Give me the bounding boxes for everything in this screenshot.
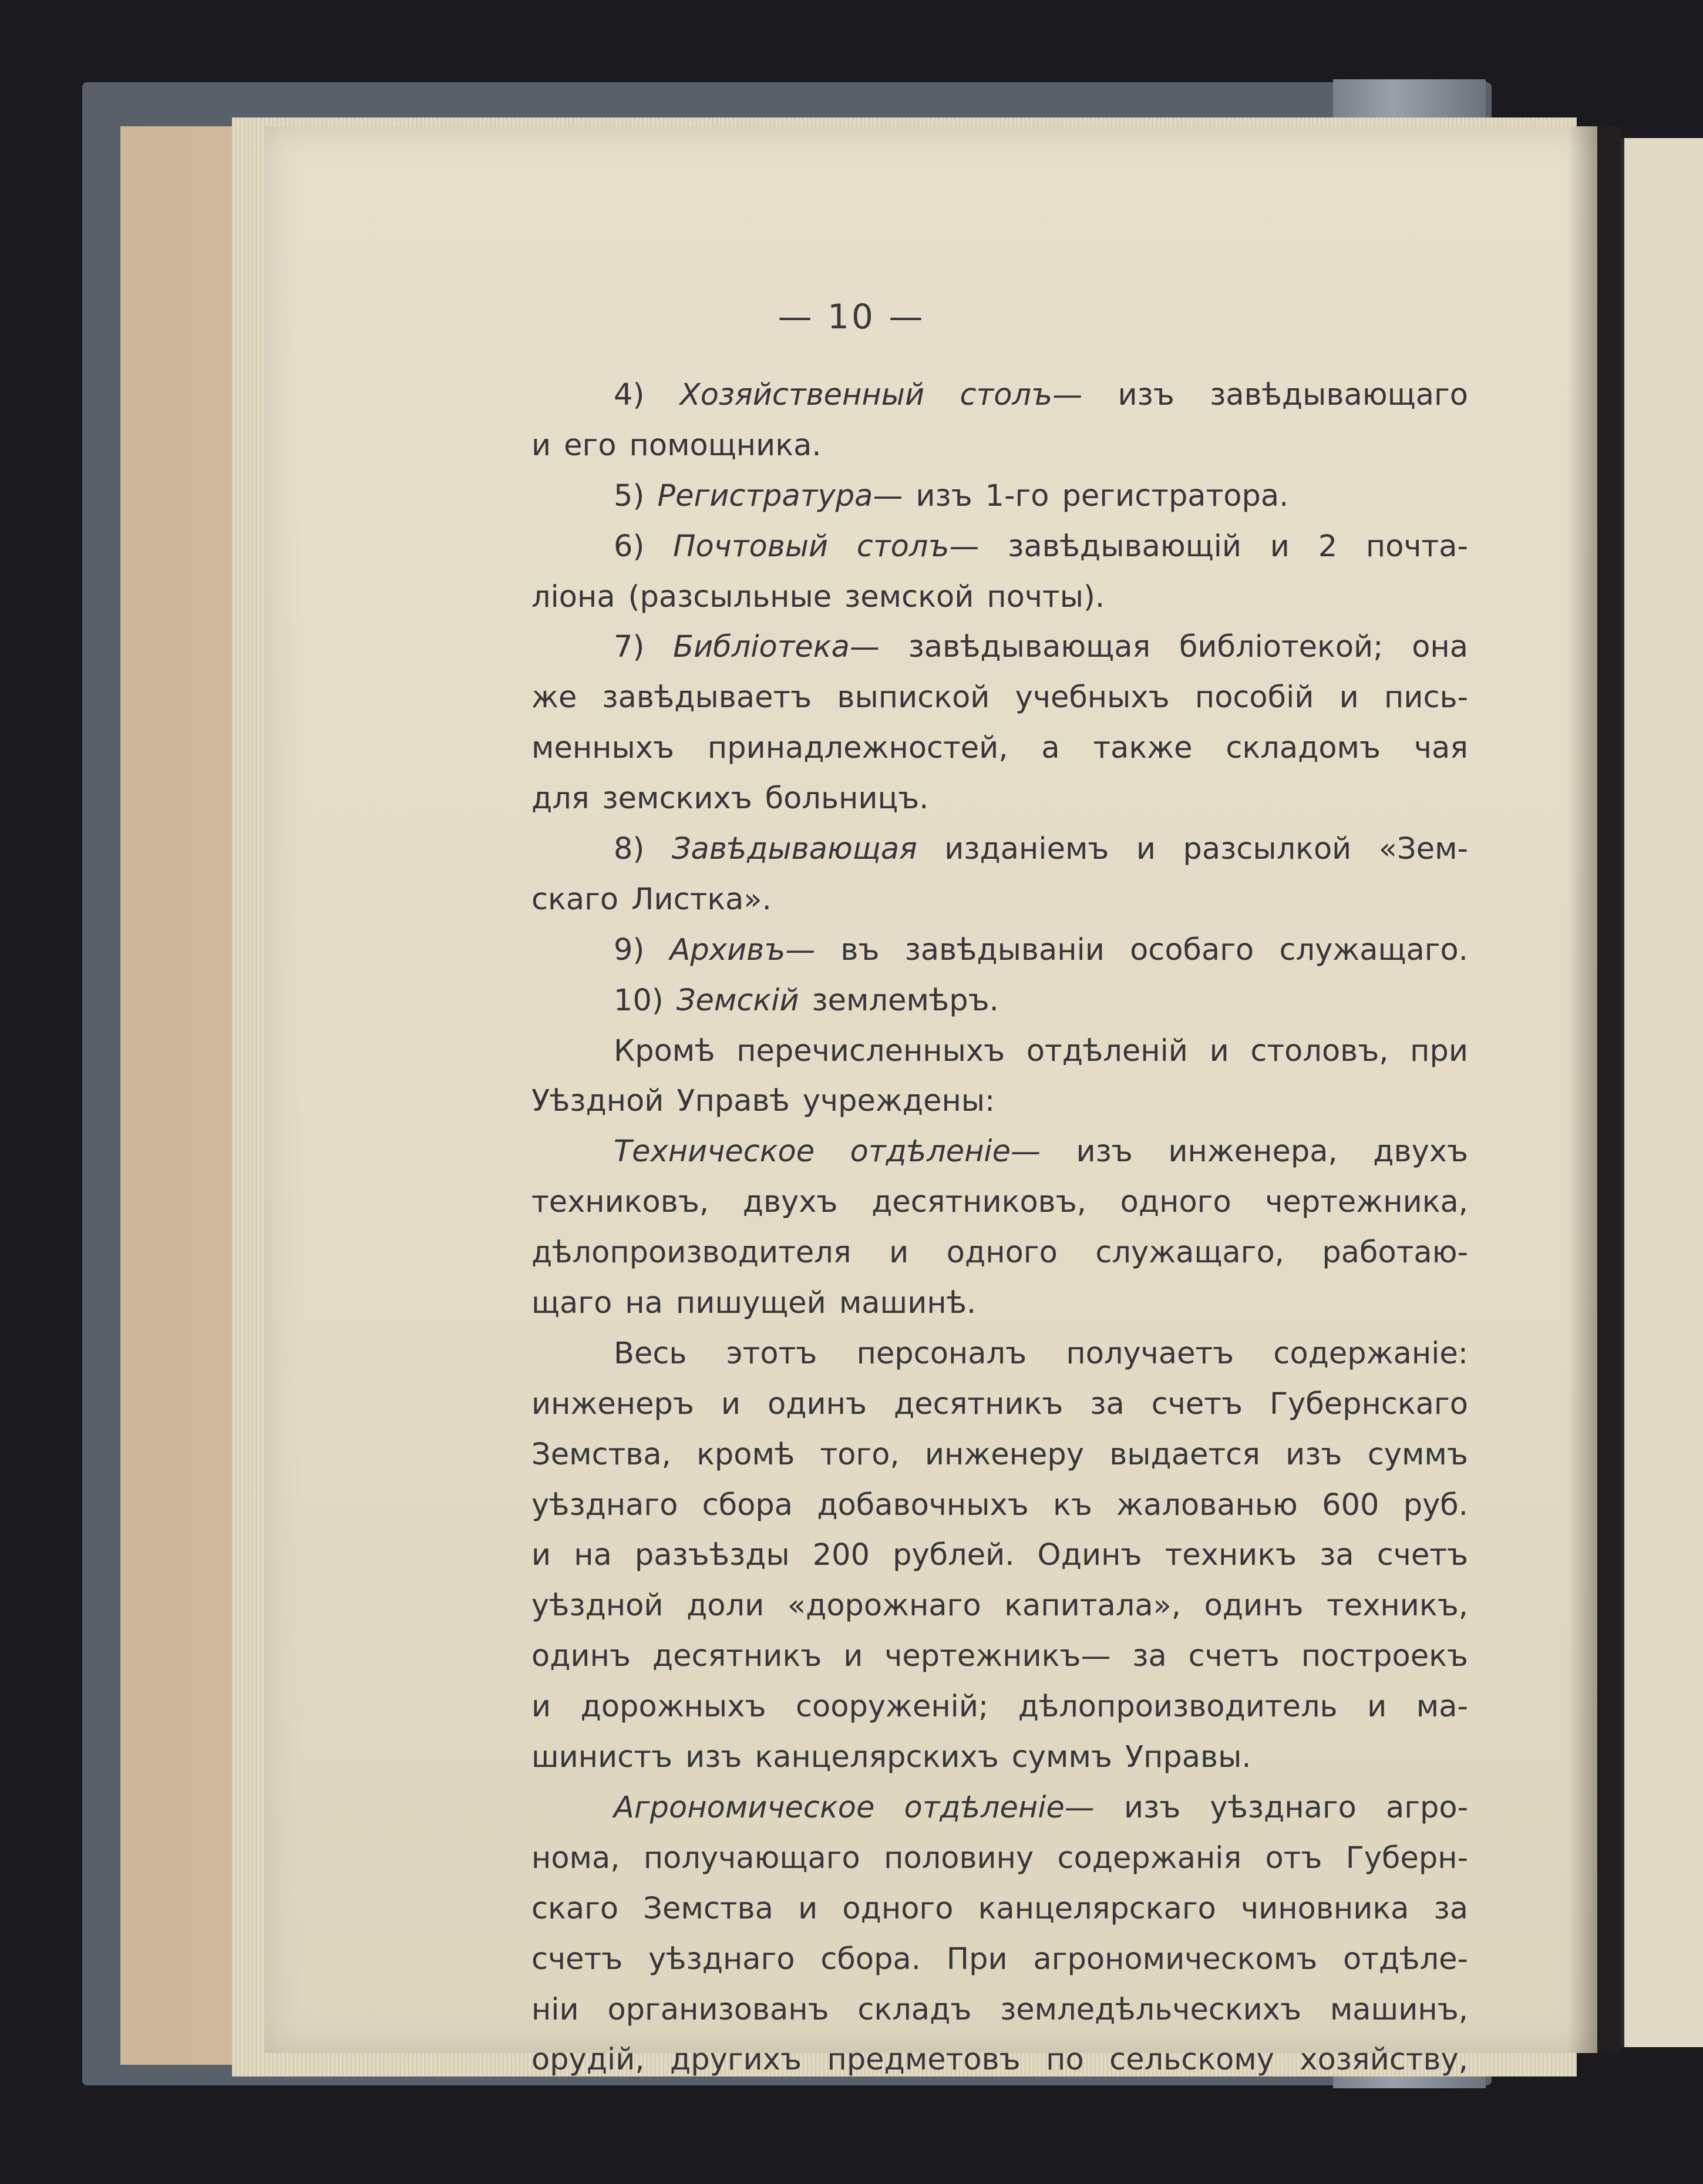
facing-page-edge <box>1621 138 1703 2047</box>
word: его <box>564 428 617 463</box>
word: получаетъ <box>1066 1336 1234 1371</box>
word: земледѣльческихъ <box>1000 1992 1302 2027</box>
text-line <box>531 1833 1468 1884</box>
word: орудій, <box>531 2042 645 2078</box>
word: за <box>1320 1538 1354 1573</box>
word: персоналъ <box>856 1336 1027 1371</box>
word: 4) <box>614 378 645 412</box>
italic-word: Библіотека— <box>673 630 880 665</box>
word: изъ <box>685 1740 742 1775</box>
word: и <box>843 1639 863 1674</box>
word: 2 <box>1318 529 1338 564</box>
word: почты). <box>987 579 1105 614</box>
word: и <box>531 428 551 463</box>
word: завѣдываетъ <box>602 680 812 715</box>
word: Весь <box>614 1336 687 1371</box>
word: завѣдывающая <box>908 630 1151 665</box>
word: столовъ, <box>1250 1033 1389 1069</box>
italic-word: Почтовый <box>673 529 829 564</box>
word: Управѣ <box>677 1084 790 1119</box>
word: 6) <box>614 529 645 564</box>
word: техниковъ, <box>531 1185 709 1220</box>
text-line <box>531 1783 1468 1833</box>
word: земскихъ <box>602 781 752 817</box>
word: завѣдывающій <box>1008 529 1242 564</box>
word: 600 <box>1322 1487 1379 1523</box>
word: уѣзднаго <box>648 1941 795 1977</box>
text-line <box>531 976 1468 1026</box>
italic-word: столъ— <box>960 378 1083 412</box>
word: Уѣздной <box>531 1084 664 1119</box>
italic-word: Завѣдывающая <box>671 832 917 867</box>
word: суммъ <box>1367 1437 1468 1472</box>
word: на <box>574 1538 612 1573</box>
italic-word: Хозяйственный <box>679 378 925 412</box>
word: работаю- <box>1322 1235 1468 1271</box>
text-line <box>531 622 1468 673</box>
word: 8) <box>614 832 645 867</box>
italic-word: отдѣленіе— <box>904 1790 1095 1825</box>
word: землемѣръ. <box>812 983 999 1018</box>
word: щаго <box>531 1286 612 1321</box>
word: же <box>531 680 577 715</box>
word: одинъ <box>1204 1588 1304 1624</box>
word: за <box>1433 1891 1468 1926</box>
word: содержаніе: <box>1273 1336 1468 1371</box>
word: десятникъ <box>652 1639 822 1674</box>
text-line <box>531 1026 1468 1077</box>
word: машинъ, <box>1330 1992 1468 2027</box>
word: пишущей <box>675 1286 826 1321</box>
text-line <box>531 1076 1468 1127</box>
text-line <box>531 1682 1468 1732</box>
word: сельскому <box>1109 2042 1274 2078</box>
word: Управы. <box>1125 1740 1251 1775</box>
italic-word: столъ— <box>856 529 980 564</box>
text-line <box>531 1631 1468 1682</box>
word: складъ <box>857 1992 972 2027</box>
italic-word: Техническое <box>614 1134 815 1170</box>
word: за <box>1132 1639 1167 1674</box>
text-line <box>531 2035 1468 2085</box>
text-line <box>531 1884 1468 1934</box>
italic-word: Земскій <box>676 983 799 1018</box>
word: При <box>946 1941 1008 1977</box>
word: агро- <box>1385 1790 1468 1825</box>
word: нома, <box>531 1840 620 1876</box>
text-line <box>531 723 1468 774</box>
word: учебныхъ <box>1015 680 1170 715</box>
word: служащаго. <box>1279 932 1468 967</box>
word: и <box>1209 1033 1229 1069</box>
word: другихъ <box>670 2042 802 2078</box>
word: предметовъ <box>827 2042 1021 2078</box>
word: и <box>889 1235 909 1271</box>
word: при <box>1410 1033 1468 1069</box>
italic-word: Агрономическое <box>614 1790 875 1825</box>
word: она <box>1412 630 1468 665</box>
word: Земства <box>643 1891 773 1926</box>
word: одинъ <box>531 1639 631 1674</box>
word: регистратора. <box>1062 478 1289 513</box>
word: скаго <box>531 882 619 917</box>
text-line <box>531 1278 1468 1329</box>
word: скаго <box>531 1891 619 1926</box>
word: агрономическомъ <box>1033 1941 1318 1977</box>
word: суммъ <box>1011 1740 1112 1775</box>
word: отдѣле- <box>1343 1941 1468 1977</box>
italic-word: отдѣленіе— <box>850 1134 1041 1170</box>
word: служащаго, <box>1095 1235 1284 1271</box>
word: одинъ <box>768 1386 867 1422</box>
text-line <box>531 1530 1468 1581</box>
word: 5) <box>614 478 645 513</box>
word: доли <box>686 1588 765 1624</box>
word: жалованью <box>1116 1487 1298 1523</box>
word: больницъ. <box>765 781 929 817</box>
word: канцелярскихъ <box>755 1740 999 1775</box>
word: чертежника, <box>1265 1185 1468 1220</box>
word: завѣдываніи <box>904 932 1105 967</box>
word: инженеръ <box>531 1386 694 1422</box>
word: изъ <box>1118 378 1174 412</box>
word: менныхъ <box>531 731 675 766</box>
word: «Зем- <box>1378 832 1468 867</box>
word: перечисленныхъ <box>736 1033 1005 1069</box>
word: десятникъ <box>894 1386 1063 1422</box>
word: за <box>1090 1386 1125 1422</box>
word: 7) <box>614 630 645 665</box>
word: инженера, <box>1168 1134 1338 1170</box>
word: отдѣленій <box>1026 1033 1188 1069</box>
word: выдается <box>1109 1437 1260 1472</box>
word: 10) <box>614 983 664 1018</box>
word: и <box>1339 680 1359 715</box>
word: учреждены: <box>802 1084 995 1119</box>
word: изъ <box>916 478 972 513</box>
word: чая <box>1413 731 1468 766</box>
italic-word: Архивъ— <box>669 932 816 967</box>
word: для <box>531 781 590 817</box>
text-line <box>531 774 1468 824</box>
text-line <box>531 522 1468 572</box>
text-line <box>531 370 1468 421</box>
word: и <box>721 1386 741 1422</box>
word: сооруженій; <box>796 1689 989 1725</box>
word: Губернскаго <box>1270 1386 1468 1422</box>
word: Губерн- <box>1345 1840 1468 1876</box>
word: и <box>531 1538 551 1573</box>
word: по <box>1046 2042 1084 2078</box>
word: рублей. <box>893 1538 1015 1573</box>
word: помощника. <box>629 428 822 463</box>
word: на <box>625 1286 663 1321</box>
text-line <box>531 824 1468 875</box>
word: 1-го <box>985 478 1049 513</box>
word: добавочныхъ <box>817 1487 1029 1523</box>
text-line <box>531 1581 1468 1631</box>
text-line <box>531 925 1468 976</box>
page-number: — 10 — <box>778 297 925 337</box>
word: этотъ <box>726 1336 817 1371</box>
word: а <box>1041 731 1060 766</box>
text-line <box>531 1985 1468 2035</box>
word: Кромѣ <box>614 1033 715 1069</box>
text-line <box>531 421 1468 471</box>
word: уѣзднаго <box>1210 1790 1357 1825</box>
word: построекъ <box>1301 1639 1468 1674</box>
page-text <box>531 370 1468 2085</box>
word: и <box>1367 1689 1387 1725</box>
word: изъ <box>1123 1790 1181 1825</box>
text-line <box>531 875 1468 925</box>
word: инженеру <box>924 1437 1084 1472</box>
word: завѣдывающаго <box>1210 378 1468 412</box>
italic-word: Регистратура— <box>657 478 903 513</box>
word: выпиской <box>837 680 990 715</box>
word: отъ <box>1265 1840 1322 1876</box>
word: счетъ <box>1376 1538 1468 1573</box>
word: ліона <box>531 579 615 614</box>
word: складомъ <box>1226 731 1381 766</box>
word: земской <box>844 579 974 614</box>
text-line <box>531 1177 1468 1228</box>
text-line <box>531 1228 1468 1278</box>
word: одного <box>842 1891 954 1926</box>
word: счетъ <box>1151 1386 1243 1422</box>
text-line <box>531 1480 1468 1531</box>
word: машинѣ. <box>839 1286 977 1321</box>
word: «дорожнаго <box>787 1588 981 1624</box>
word: половину <box>884 1840 1034 1876</box>
text-line <box>531 1127 1468 1177</box>
word: счетъ <box>531 1941 623 1977</box>
word: и <box>1270 529 1290 564</box>
word: получающаго <box>643 1840 860 1876</box>
text-line <box>531 1379 1468 1430</box>
word: Листка». <box>631 882 772 917</box>
word: содержанія <box>1057 1840 1242 1876</box>
word: (разсыльные <box>628 579 832 614</box>
gutter-shadow <box>1568 126 1621 2053</box>
word: Земства, <box>531 1437 671 1472</box>
text-line <box>531 471 1468 522</box>
word: изъ <box>1285 1437 1342 1472</box>
word: Одинъ <box>1037 1538 1142 1573</box>
word: ніи <box>531 1992 579 2027</box>
word: въ <box>840 932 880 967</box>
word: канцелярскаго <box>978 1891 1216 1926</box>
word: техникъ <box>1164 1538 1297 1573</box>
word: того, <box>820 1437 900 1472</box>
word: кромѣ <box>696 1437 795 1472</box>
word: къ <box>1053 1487 1092 1523</box>
word: 200 <box>812 1538 870 1573</box>
word: и <box>531 1689 551 1725</box>
word: сбора. <box>820 1941 921 1977</box>
word: одного <box>946 1235 1058 1271</box>
word: и <box>798 1891 818 1926</box>
word: разсылкой <box>1183 832 1352 867</box>
text-line <box>531 1430 1468 1480</box>
word: двухъ <box>742 1185 838 1220</box>
word: десятниковъ, <box>871 1185 1086 1220</box>
text-line <box>531 673 1468 723</box>
text-line <box>531 1329 1468 1379</box>
word: разъѣзды <box>634 1538 790 1573</box>
word: техникъ, <box>1327 1588 1468 1624</box>
word: изъ <box>1076 1134 1133 1170</box>
word: уѣздной <box>531 1588 664 1624</box>
word: хозяйству, <box>1300 2042 1468 2078</box>
word: пись- <box>1384 680 1468 715</box>
word: и <box>1136 832 1156 867</box>
word: дѣлопроизводителя <box>531 1235 852 1271</box>
word: счетъ <box>1188 1639 1280 1674</box>
word: руб. <box>1403 1487 1468 1523</box>
word: чертежникъ— <box>884 1639 1111 1674</box>
word: сбора <box>702 1487 793 1523</box>
text-line <box>531 572 1468 623</box>
word: 9) <box>614 932 645 967</box>
word: организованъ <box>607 1992 829 2027</box>
word: шинистъ <box>531 1740 673 1775</box>
text-line <box>531 1732 1468 1783</box>
text-line <box>531 1934 1468 1985</box>
word: дорожныхъ <box>580 1689 766 1725</box>
word: чиновника <box>1241 1891 1409 1926</box>
word: капитала», <box>1004 1588 1182 1624</box>
word: изданіемъ <box>944 832 1109 867</box>
word: также <box>1093 731 1193 766</box>
word: особаго <box>1130 932 1254 967</box>
word: принадлежностей, <box>707 731 1008 766</box>
word: двухъ <box>1373 1134 1468 1170</box>
word: почта- <box>1365 529 1468 564</box>
word: пособій <box>1194 680 1314 715</box>
word: ма- <box>1416 1689 1468 1725</box>
word: дѣлопроизводитель <box>1018 1689 1338 1725</box>
word: библіотекой; <box>1179 630 1384 665</box>
word: уѣзднаго <box>531 1487 678 1523</box>
word: одного <box>1120 1185 1231 1220</box>
